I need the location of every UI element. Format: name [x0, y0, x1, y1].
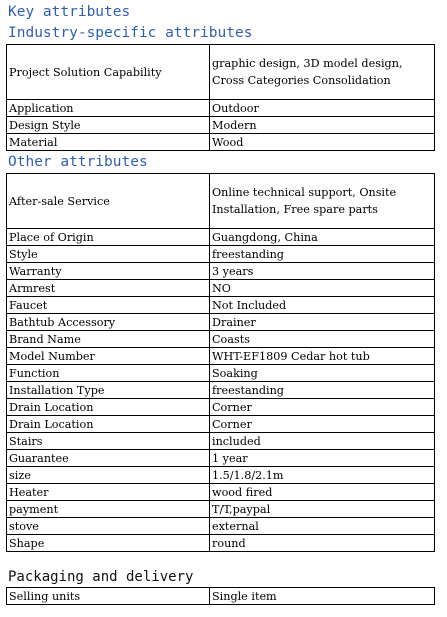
attribute-label: Style	[7, 246, 210, 263]
table-row	[7, 174, 435, 229]
attribute-value: external	[210, 518, 435, 535]
attribute-value: WHT-EF1809 Cedar hot tub	[210, 348, 435, 365]
table-row	[7, 588, 435, 605]
attribute-value: Guangdong, China	[210, 229, 435, 246]
attribute-label: Design Style	[7, 117, 210, 134]
table-row	[7, 348, 435, 365]
attribute-label: Model Number	[7, 348, 210, 365]
attribute-label: Application	[7, 100, 210, 117]
heading-industry-specific: Industry-specific attributes	[8, 25, 253, 41]
table-row	[7, 263, 435, 280]
attribute-value: Wood	[210, 134, 435, 151]
table-row	[7, 518, 435, 535]
attribute-value: Single item	[210, 588, 435, 605]
attribute-label: Bathtub Accessory	[7, 314, 210, 331]
attribute-label: Warranty	[7, 263, 210, 280]
attribute-label: Armrest	[7, 280, 210, 297]
heading-other-attributes: Other attributes	[8, 154, 148, 170]
attribute-label: size	[7, 467, 210, 484]
attribute-label: Heater	[7, 484, 210, 501]
table-row	[7, 297, 435, 314]
attribute-value: Online technical support, Onsite Installation, Free spare parts	[210, 174, 435, 229]
table-row	[7, 331, 435, 348]
table-row	[7, 45, 435, 100]
table-row	[7, 314, 435, 331]
attribute-value: 1.5/1.8/2.1m	[210, 467, 435, 484]
table-row	[7, 117, 435, 134]
attribute-value: Corner	[210, 399, 435, 416]
attribute-value: Outdoor	[210, 100, 435, 117]
attribute-value: Modern	[210, 117, 435, 134]
table-row	[7, 467, 435, 484]
table-row	[7, 433, 435, 450]
table-row	[7, 246, 435, 263]
attribute-value: Coasts	[210, 331, 435, 348]
attribute-value: 1 year	[210, 450, 435, 467]
attribute-value: Not Included	[210, 297, 435, 314]
table-row	[7, 535, 435, 552]
attribute-value: included	[210, 433, 435, 450]
attribute-value: Soaking	[210, 365, 435, 382]
industry-attributes-table	[6, 44, 435, 151]
attribute-label: Function	[7, 365, 210, 382]
attribute-label: Installation Type	[7, 382, 210, 399]
attribute-label: Drain Location	[7, 399, 210, 416]
attribute-value: NO	[210, 280, 435, 297]
table-row	[7, 484, 435, 501]
attribute-label: Faucet	[7, 297, 210, 314]
attribute-value: freestanding	[210, 382, 435, 399]
attribute-label: Stairs	[7, 433, 210, 450]
attribute-label: Place of Origin	[7, 229, 210, 246]
attribute-label: Selling units	[7, 588, 210, 605]
attribute-value: 3 years	[210, 263, 435, 280]
attribute-value: Corner	[210, 416, 435, 433]
attribute-label: Drain Location	[7, 416, 210, 433]
table-row	[7, 450, 435, 467]
attribute-value: wood fired	[210, 484, 435, 501]
table-row	[7, 501, 435, 518]
attribute-label: Material	[7, 134, 210, 151]
table-row	[7, 416, 435, 433]
attribute-label: Guarantee	[7, 450, 210, 467]
table-row	[7, 382, 435, 399]
table-row	[7, 229, 435, 246]
table-row	[7, 399, 435, 416]
attribute-label: Project Solution Capability	[7, 45, 210, 100]
heading-key-attributes: Key attributes	[8, 4, 131, 20]
other-attributes-table	[6, 173, 435, 552]
table-row	[7, 100, 435, 117]
packaging-table	[6, 587, 435, 605]
attribute-value: round	[210, 535, 435, 552]
table-row	[7, 365, 435, 382]
attribute-value: graphic design, 3D model design, Cross Categories Consolidation	[210, 45, 435, 100]
attribute-value: Drainer	[210, 314, 435, 331]
attribute-value: T/T,paypal	[210, 501, 435, 518]
attribute-label: Brand Name	[7, 331, 210, 348]
attribute-label: payment	[7, 501, 210, 518]
table-row	[7, 280, 435, 297]
attribute-label: After-sale Service	[7, 174, 210, 229]
attribute-label: stove	[7, 518, 210, 535]
attribute-value: freestanding	[210, 246, 435, 263]
heading-packaging-delivery: Packaging and delivery	[8, 569, 194, 585]
attribute-label: Shape	[7, 535, 210, 552]
table-row	[7, 134, 435, 151]
